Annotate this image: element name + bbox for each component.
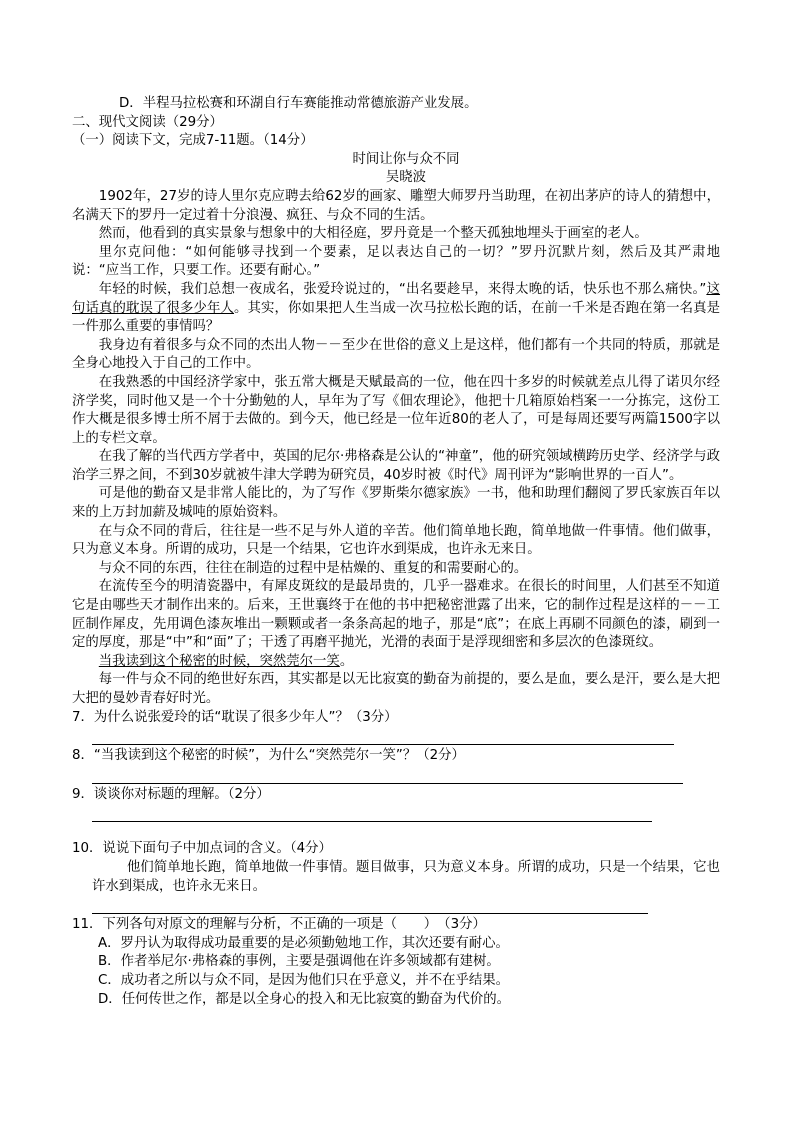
answer-line-7[interactable]: [92, 743, 674, 745]
paragraph-underlined: [72, 653, 720, 672]
question-10: 10．说说下面句子中加点词的含义。（4分）: [72, 841, 332, 857]
underlined-sentence: 这句话真的耽误了很多少年人: [72, 281, 721, 316]
paragraph: 可是他的勤奋又是非常人能比的，为了写作《罗斯柴尔德家族》一书，他和助理们翻阅了罗氏家族百年以来的上万封加薪及城吨的原始资料。: [72, 486, 720, 521]
question-7: 7．为什么说张爱玲的话“耽误了很多少年人”？（3分）: [72, 709, 398, 725]
paragraph: 在我了解的当代西方学者中，英国的尼尔·弗格森是公认的“神童”，他的研究领域横跨历史学、经济学与政治学三界之间，不到30岁就被牛津大学聘为研究员，40岁时被《时代》周刊评为“影响世界的一百人”。: [72, 449, 720, 483]
paragraph: 在与众不同的背后，往往是一些不足与外人道的辛苦。他们简单地长跑，简单地做一件事情。他们做事，只为意义本身。所谓的成功，只是一个结果，它也许水到渠成，也许永无来日。: [72, 523, 720, 558]
paragraph: 我身边有着很多与众不同的杰出人物－－至少在世俗的意义上是这样，他们都有一个共同的特质，那就是全身心地投入于自己的工作中。: [72, 337, 720, 372]
paragraph: 1902年，27岁的诗人里尔克应聘去给62岁的画家、雕塑大师罗丹当助理，在初出茅庐的诗人的猜想中，名满天下的罗丹一定过着十分浪漫、疯狂、与众不同的生活。: [72, 188, 720, 223]
paragraph: 在我熟悉的中国经济学家中，张五常大概是天赋最高的一位，他在四十多岁的时候就差点儿得了诺贝尔经济学奖，同时他又是一个十分勤勉的人，早年为了写《佃农理论》，他把十几箱原始档案一一分拣完，这份工作大概是很多博士所不屑于去做的。到今天，他已经是一位年近80的老人了，可是每周还要写两篇1500字以上的专栏文章。: [72, 374, 720, 446]
section-heading: 二、现代文阅读（29分）: [72, 114, 223, 130]
paragraph: 与众不同的东西，往往在制造的过程中是枯燥的、重复的和需要耐心的。: [98, 560, 528, 576]
underlined-sentence: 当我读到这个秘密的时候，突然莞尔一笑: [98, 653, 340, 669]
answer-line-10[interactable]: [92, 912, 648, 914]
article-title: 时间让你与众不同: [352, 151, 460, 167]
article-author: 吴晓波: [385, 170, 427, 186]
question-10-quote: 他们简单地长跑，简单地做一件事情。题目做事，只为意义本身。所谓的成功，只是一个结果，它也许水到渠成，也许永无来日。: [92, 859, 720, 894]
answer-line-9[interactable]: [92, 820, 652, 822]
question-9: 9．谈谈你对标题的理解。（2分）: [72, 786, 270, 802]
previous-option-d: D．半程马拉松赛和环湖自行车赛能推动常德旅游产业发展。: [119, 96, 478, 111]
question-8: 8．“当我读到这个秘密的时候”，为什么“突然莞尔一笑”？（2分）: [72, 748, 465, 764]
text: 年轻的时候，我们总想一夜成名，张爱玲说过的，“出名要趁早，来得太晚的话，快乐也不那么痛快。”: [98, 281, 707, 297]
option-b[interactable]: B．作者举尼尔·弗格森的事例，主要是强调他在许多领域都有建树。: [98, 954, 500, 970]
paragraph-underlined-quote: [72, 281, 720, 337]
text: 。其实，你如果把人生当成一次马拉松长跑的话，在前一千米是否跑在第一名真是一件那么重要的事情吗？: [72, 300, 721, 335]
text: 。: [339, 653, 354, 669]
exam-page: [72, 95, 720, 1009]
option-c[interactable]: C．成功者之所以与众不同，是因为他们只在乎意义，并不在乎结果。: [98, 972, 510, 988]
paragraph: 每一件与众不同的绝世好东西，其实都是以无比寂寞的勤奋为前提的，要么是血，要么是汗，要么是大把大把的曼妙青春好时光。: [72, 672, 720, 706]
answer-line-8[interactable]: [92, 782, 683, 784]
sub-heading: （一）阅读下文，完成7-11题。（14分）: [72, 133, 314, 149]
paragraph: 在流传至今的明清瓷器中，有犀皮斑纹的是最昂贵的，几乎一器难求。在很长的时间里，人们甚至不知道它是由哪些天才制作出来的。后来，王世襄终于在他的书中把秘密泄露了出来，它的制作过程是这样的－－工匠制作犀皮，先用调色漆灰堆出一颗颗或者一条条高起的地子，那是“底”；在底上再刷不同颜色的漆，刷到一定的厚度，那是“中”和“面”了；干透了再磨平抛光，光滑的表面于是浮现细密和多层次的色漆斑纹。: [72, 579, 720, 651]
question-11: 11．下列各句对原文的理解与分析，不正确的一项是（ ） （3分）: [72, 917, 486, 933]
option-d[interactable]: D．任何传世之作，都是以全身心的投入和无比寂寞的勤奋为代价的。: [98, 991, 511, 1007]
paragraph: 然而，他看到的真实景象与想象中的大相径庭，罗丹竟是一个整天孤独地埋头于画室的老人。: [98, 226, 648, 242]
paragraph: 里尔克问他：“如何能够寻找到一个要素，足以表达自己的一切？”罗丹沉默片刻，然后及其严肃地说：“应当工作，只要工作。还要有耐心。”: [72, 244, 720, 279]
option-a[interactable]: A．罗丹认为取得成功最重要的是必须勤勉地工作，其次还要有耐心。: [98, 935, 509, 951]
